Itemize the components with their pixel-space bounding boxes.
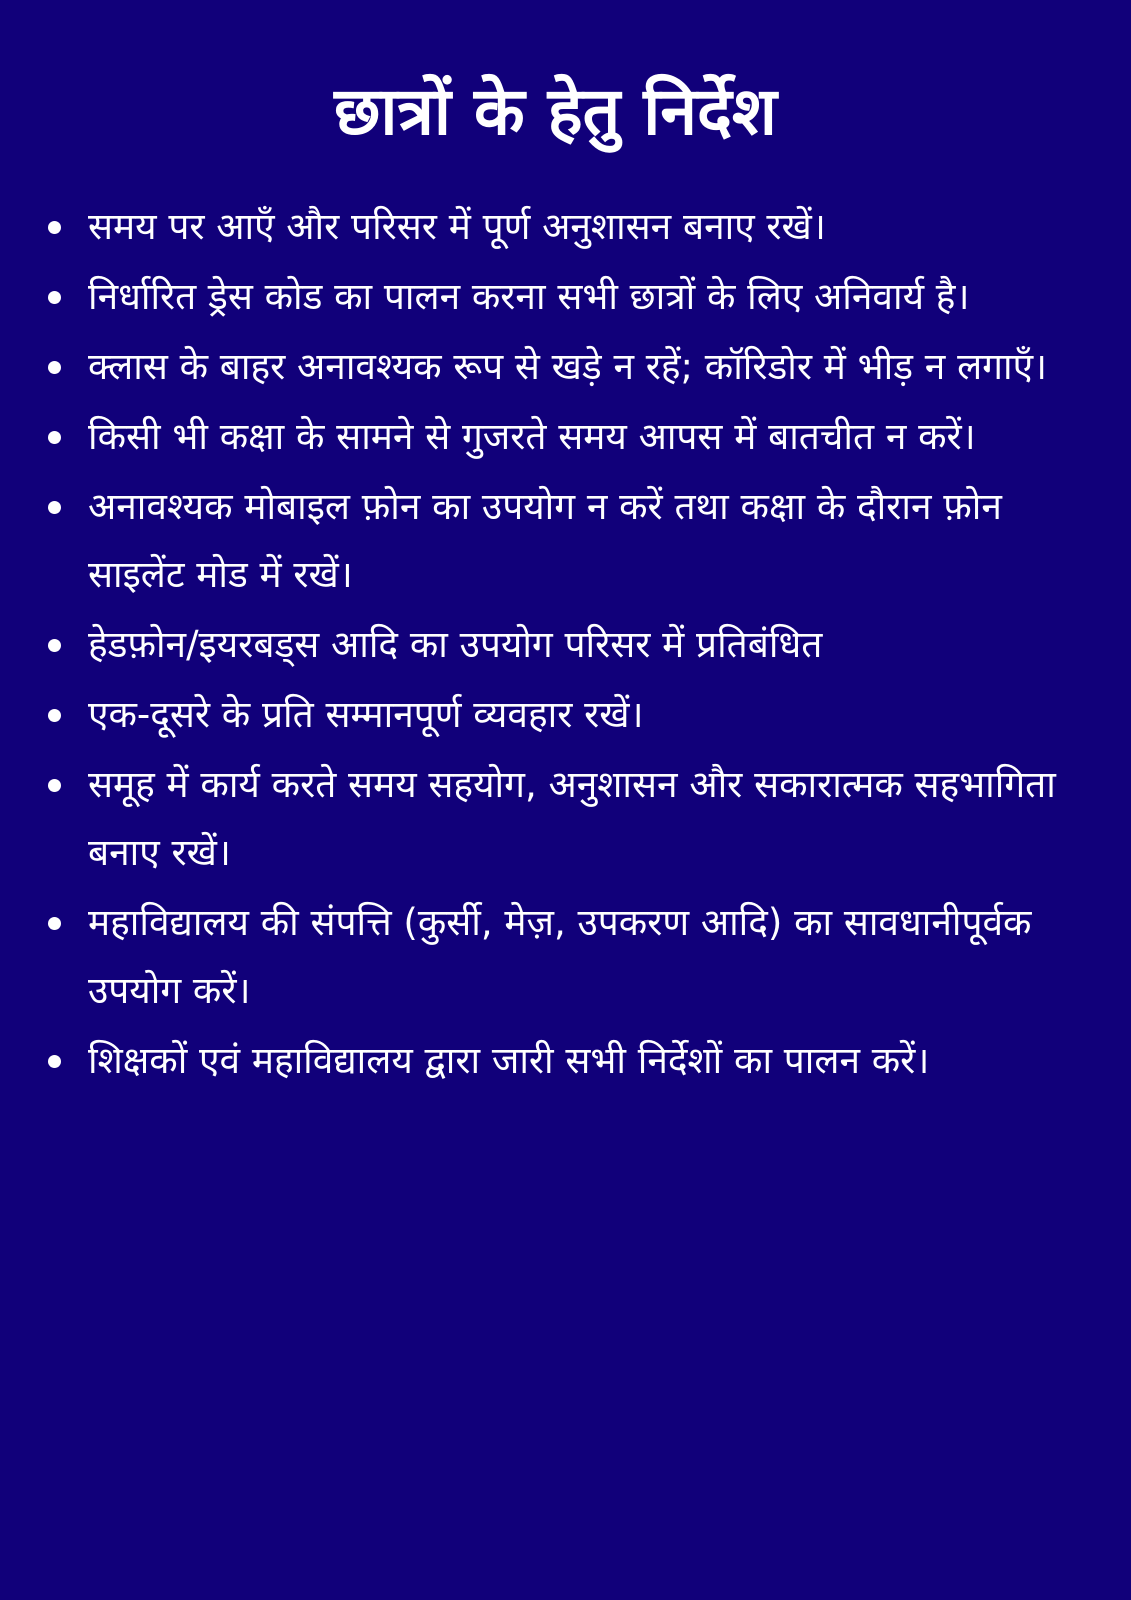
bullet-icon (48, 431, 61, 444)
rule-text: समूह में कार्य करते समय सहयोग, अनुशासन और सकारात्मक सहभागिता बनाए रखें। (88, 763, 1056, 875)
rule-text: एक-दूसरे के प्रति सम्मानपूर्ण व्यवहार रखें। (88, 693, 644, 737)
rule-item (40, 263, 1071, 331)
rule-item (40, 1027, 1071, 1095)
rule-text: किसी भी कक्षा के सामने से गुजरते समय आपस में बातचीत न करें। (88, 415, 976, 459)
rules-list (40, 193, 1071, 1095)
bullet-icon (48, 639, 61, 652)
rule-item (40, 473, 1071, 609)
rule-item (40, 403, 1071, 471)
rule-item (40, 333, 1071, 401)
rule-item (40, 889, 1071, 1025)
rule-item (40, 681, 1071, 749)
rule-text: निर्धारित ड्रेस कोड का पालन करना सभी छात्रों के लिए अनिवार्य है। (88, 275, 970, 319)
bullet-icon (48, 1055, 61, 1068)
rule-text: अनावश्यक मोबाइल फ़ोन का उपयोग न करें तथा कक्षा के दौरान फ़ोन साइलेंट मोड में रखें। (88, 485, 1002, 597)
bullet-icon (48, 221, 61, 234)
bullet-icon (48, 709, 61, 722)
rule-item (40, 751, 1071, 887)
rule-text: हेडफ़ोन/इयरबड्स आदि का उपयोग परिसर में प्रतिबंधित (88, 623, 823, 667)
bullet-icon (48, 917, 61, 930)
rule-text: क्लास के बाहर अनावश्यक रूप से खड़े न रहें; कॉरिडोर में भीड़ न लगाएँ। (88, 345, 1048, 389)
page-title: छात्रों के हेतु निर्देश (334, 73, 777, 150)
rule-text: महाविद्यालय की संपत्ति (कुर्सी, मेज़, उपकरण आदि) का सावधानीपूर्वक उपयोग करें। (88, 901, 1032, 1013)
rule-text: शिक्षकों एवं महाविद्यालय द्वारा जारी सभी निर्देशों का पालन करें। (88, 1039, 930, 1083)
bullet-icon (48, 779, 61, 792)
rule-item (40, 611, 1071, 679)
bullet-icon (48, 291, 61, 304)
rule-text: समय पर आएँ और परिसर में पूर्ण अनुशासन बनाए रखें। (88, 205, 826, 249)
bullet-icon (48, 501, 61, 514)
rule-item (40, 193, 1071, 261)
bullet-icon (48, 361, 61, 374)
